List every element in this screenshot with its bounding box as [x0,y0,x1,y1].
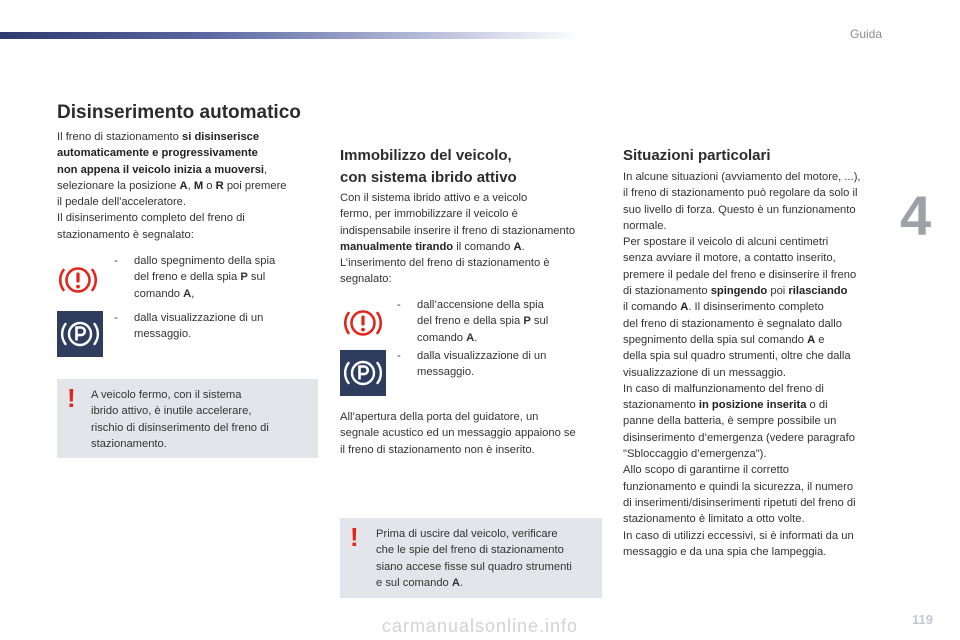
title-situazioni: Situazioni particolari [623,147,771,164]
col2-paragraph-2: All’apertura della porta del guidatore, un segnale acustico ed un messaggio appaiono se il freno di stazionamento non è inserito. [340,411,576,456]
footer-watermark[interactable]: carmanualsonline.info [381,616,579,636]
title-immobilizzo: Immobilizzo del veicolo, con sistema ibrido attivo [340,147,517,186]
col1-warning-note: ! A veicolo fermo, con il sistema ibrido attivo, è inutile accelerare, rischio di disinserimento del freno di stazionamento. [57,379,318,458]
col1-bullet-1: - dallo spegnimento della spia del freno e della spia P sul comando A, [114,255,276,300]
exclamation-icon: ! [350,522,359,552]
exclamation-icon: ! [67,383,76,413]
chapter-number: 4 [900,184,932,247]
brake-warning-icon [56,258,100,302]
col1-bullet-2: - dalla visualizzazione di un messaggio. [114,312,264,341]
col2-bullet-1: - dall’accensione della spia del freno e della spia P sul comando A. [397,299,549,344]
brake-warning-icon [341,301,385,345]
header-gradient-bar [0,32,580,39]
col1-paragraph: Il freno di stazionamento si disinserisce automaticamente e progressivamente non appena il veicolo inizia a muoversi, selezionare la posizione A, M o R poi premere il pedale dell'acceleratore. Il disinserimento completo del freno di stazionamento è segnalato: [57,131,287,241]
page-number: 119 [912,612,933,627]
col3-paragraph: In alcune situazioni (avviamento del motore, ...), il freno di stazionamento può regolare da solo il suo livello di forza. Questo è un funzionamento normale. Per spostare il veicolo di alcuni centimetri senza avviare il motore, a contatto inserito, premere il pedale del freno e disinserire il freno di stazionamento spingendo poi rilasciando il comando A. Il disinserimento completo del freno di stazionamento è segnalato dallo spegnimento della spia sul comando A e della spia sul quadro strumenti, oltre che dalla visualizzazione di un messaggio. In caso di malfunzionamento del freno di stazionamento in posizione inserita o di panne della batteria, è sempre possibile un disinserimento d’emergenza (vedere paragrafo "Sbloccaggio d’emergenza"). Allo scopo di garantirne il corretto funzionamento e quindi la sicurezza, il numero di inserimenti/disinserimenti ripetuti del freno di stazionamento è limitato a otto volte. In caso di utilizzi eccessivi, si è informati da un messaggio e da una spia che lampeggia. [623,171,861,558]
title-disinserimento: Disinserimento automatico [57,102,301,123]
section-label: Guida [850,27,883,41]
parking-brake-icon [340,350,386,396]
col2-bullet-2: - dalla visualizzazione di un messaggio. [397,350,547,379]
col2-warning-note: ! Prima di uscire dal veicolo, verificare che le spie del freno di stazionamento siano accese fisse sul quadro strumenti e sul comando A. [340,518,602,598]
col2-paragraph-1: Con il sistema ibrido attivo e a veicolo fermo, per immobilizzare il veicolo è indispensabile inserire il freno di stazionamento manualmente tirando il comando A. L’inserimento del freno di stazionamento è segnalato: [340,192,576,286]
parking-brake-icon [57,311,103,357]
